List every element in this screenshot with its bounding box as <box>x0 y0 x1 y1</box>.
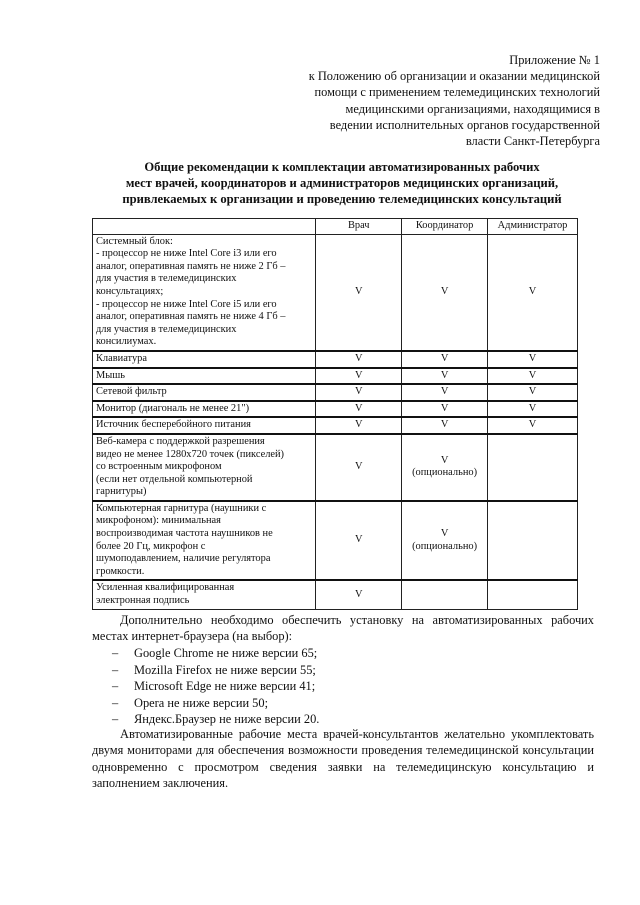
table-row <box>93 401 578 418</box>
equipment-item-line: видео не менее 1280х720 точек (пикселей) <box>96 448 285 460</box>
paragraph-browsers-intro: Дополнительно необходимо обеспечить установку на автоматизированных рабочих местах интернет-браузера (на выбор): <box>92 613 594 644</box>
equipment-item-line: со встроенным микрофоном <box>96 461 222 473</box>
admin-mark-value: V <box>528 402 537 414</box>
coordinator-mark-value: V <box>440 402 449 414</box>
equipment-item-line: более 20 Гц, микрофон с <box>96 540 206 552</box>
doctor-mark <box>316 234 402 351</box>
equipment-item-line: электронная подпись <box>96 595 190 607</box>
admin-mark <box>488 351 578 368</box>
header-item <box>93 219 316 235</box>
admin-mark <box>488 401 578 418</box>
table-row <box>93 234 578 351</box>
equipment-item-line: Веб-камера с поддержкой разрешения <box>96 435 265 447</box>
title-line: привлекаемых к организации и проведению телемедицинских консультаций <box>122 192 562 206</box>
doctor-mark <box>316 368 402 385</box>
coordinator-mark-value: V <box>440 369 449 381</box>
coordinator-mark-value: V <box>440 386 449 398</box>
bullet-dash: – <box>112 646 119 660</box>
equipment-item <box>93 234 316 351</box>
table-row <box>93 580 578 609</box>
equipment-item-line: шумоподавлением, наличие регулятора <box>96 553 271 565</box>
doctor-mark <box>316 434 402 501</box>
admin-mark-value: V <box>528 419 537 431</box>
title-line: мест врачей, координаторов и администраторов медицинских организаций, <box>125 176 559 190</box>
equipment-item <box>93 501 316 581</box>
header-coordinator: Координатор <box>402 219 488 235</box>
coordinator-mark-value: V <box>440 352 449 364</box>
table-header-row <box>93 219 578 235</box>
bullet-dash: – <box>112 662 119 677</box>
browser-name: Google Chrome не ниже версии 65; <box>134 646 318 660</box>
coordinator-mark <box>402 368 488 385</box>
browser-list-item <box>112 662 319 679</box>
equipment-item-line: - процессор не ниже Intel Core i5 или его <box>96 298 277 310</box>
table-row <box>93 501 578 581</box>
equipment-item-line: Клавиатура <box>96 352 147 364</box>
coordinator-note: (опционально) <box>412 540 478 552</box>
doctor-mark <box>316 401 402 418</box>
admin-mark <box>488 501 578 581</box>
equipment-item-line: аналог, оперативная память не ниже 4 Гб – <box>96 311 286 323</box>
bullet-dash: – <box>112 712 119 727</box>
table-row <box>93 384 578 401</box>
appendix-line: власти Санкт-Петербурга <box>465 134 600 149</box>
document-title <box>92 159 592 207</box>
coordinator-mark <box>402 417 488 434</box>
doctor-mark-value: V <box>354 369 363 381</box>
doctor-mark-value: V <box>354 419 363 431</box>
doctor-mark-value: V <box>354 461 363 473</box>
admin-mark <box>488 417 578 434</box>
admin-mark <box>488 580 578 609</box>
doctor-mark-value: V <box>354 402 363 414</box>
browser-name: Яндекс.Браузер не ниже версии 20. <box>134 712 320 727</box>
browser-name: Mozilla Firefox не ниже версии 55; <box>134 662 316 677</box>
doctor-mark-value: V <box>354 285 363 297</box>
coordinator-mark <box>402 434 488 501</box>
coordinator-mark <box>402 501 488 581</box>
equipment-item-line: для участия в телемедицинских <box>96 323 237 335</box>
equipment-item-line: Сетевой фильтр <box>96 386 167 398</box>
equipment-item-line: Компьютерная гарнитура (наушники с <box>96 502 267 514</box>
coordinator-mark <box>402 351 488 368</box>
header-doctor: Врач <box>316 219 402 235</box>
table-body <box>93 234 578 609</box>
browser-list-item <box>112 678 319 695</box>
table-row <box>93 368 578 385</box>
doctor-mark <box>316 580 402 609</box>
coordinator-mark-value: V <box>440 454 449 466</box>
equipment-item-line: аналог, оперативная память не ниже 2 Гб – <box>96 260 286 272</box>
doctor-mark <box>316 351 402 368</box>
browser-name: Opera не ниже версии 50; <box>134 695 269 710</box>
table-row <box>93 417 578 434</box>
equipment-item-line: - процессор не ниже Intel Core i3 или его <box>96 248 277 260</box>
equipment-item <box>93 580 316 609</box>
table-row <box>93 351 578 368</box>
appendix-line: к Положению об организации и оказании медицинской <box>308 69 600 84</box>
doctor-mark-value: V <box>354 588 363 600</box>
equipment-item-line: Источник бесперебойного питания <box>96 419 251 431</box>
browser-list <box>112 645 319 728</box>
coordinator-mark <box>402 580 488 609</box>
appendix-line: Приложение № 1 <box>509 53 600 67</box>
equipment-item-line: воспроизводимая частота наушников не <box>96 528 273 540</box>
admin-mark-value: V <box>528 352 537 364</box>
equipment-item <box>93 368 316 385</box>
doctor-mark <box>316 417 402 434</box>
equipment-item-line: консилиумах. <box>96 336 157 348</box>
admin-mark <box>488 384 578 401</box>
doctor-mark-value: V <box>354 534 363 546</box>
header-admin: Администратор <box>488 219 578 235</box>
appendix-line: ведении исполнительных органов государственной <box>329 117 600 132</box>
equipment-item <box>93 401 316 418</box>
admin-mark-value: V <box>528 386 537 398</box>
coordinator-mark <box>402 384 488 401</box>
equipment-item-line: Системный блок: <box>96 235 173 247</box>
doctor-mark-value: V <box>354 352 363 364</box>
doctor-mark <box>316 501 402 581</box>
table-row <box>93 434 578 501</box>
coordinator-mark <box>402 401 488 418</box>
admin-mark-value: V <box>528 369 537 381</box>
equipment-item <box>93 434 316 501</box>
coordinator-mark-value: V <box>440 528 449 540</box>
admin-mark <box>488 434 578 501</box>
appendix-line: медицинскими организациями, находящимися в <box>345 101 600 116</box>
browser-name: Microsoft Edge не ниже версии 41; <box>134 679 316 694</box>
admin-mark-value: V <box>528 285 537 297</box>
equipment-item <box>93 384 316 401</box>
equipment-item <box>93 351 316 368</box>
equipment-item-line: гарнитуры) <box>96 486 147 498</box>
admin-mark <box>488 234 578 351</box>
bullet-dash: – <box>112 695 119 710</box>
equipment-item-line: консультациях; <box>96 285 164 297</box>
equipment-item <box>93 417 316 434</box>
equipment-item-line: (если нет отдельной компьютерной <box>96 473 253 485</box>
appendix-line: помощи с применением телемедицинских технологий <box>314 85 600 100</box>
appendix-header <box>240 52 600 149</box>
equipment-item-line: Монитор (диагональ не менее 21") <box>96 402 250 414</box>
coordinator-note: (опционально) <box>412 467 478 479</box>
equipment-item-line: микрофоном): минимальная <box>96 515 221 527</box>
equipment-item-line: Усиленная квалифицированная <box>96 582 235 594</box>
doctor-mark-value: V <box>354 386 363 398</box>
coordinator-mark-value: V <box>440 419 449 431</box>
doctor-mark <box>316 384 402 401</box>
admin-mark <box>488 368 578 385</box>
coordinator-mark <box>402 234 488 351</box>
equipment-item-line: для участия в телемедицинских <box>96 273 237 285</box>
title-line: Общие рекомендации к комплектации автоматизированных рабочих <box>144 160 540 174</box>
paragraph-monitors: Автоматизированные рабочие места врачей-консультантов желательно укомплектовать двумя мониторами для обеспечения возможности проведения телемедицинской консультации одновременно с просмотром сведения заявки на телемедицинскую консультацию и заполнением заключения. <box>92 727 594 791</box>
equipment-table <box>92 218 578 610</box>
browser-list-item <box>112 645 319 662</box>
bullet-dash: – <box>112 679 119 694</box>
equipment-item-line: Мышь <box>96 369 125 381</box>
equipment-item-line: громкости. <box>96 565 145 577</box>
browser-list-item <box>112 695 319 712</box>
coordinator-mark-value: V <box>440 285 449 297</box>
